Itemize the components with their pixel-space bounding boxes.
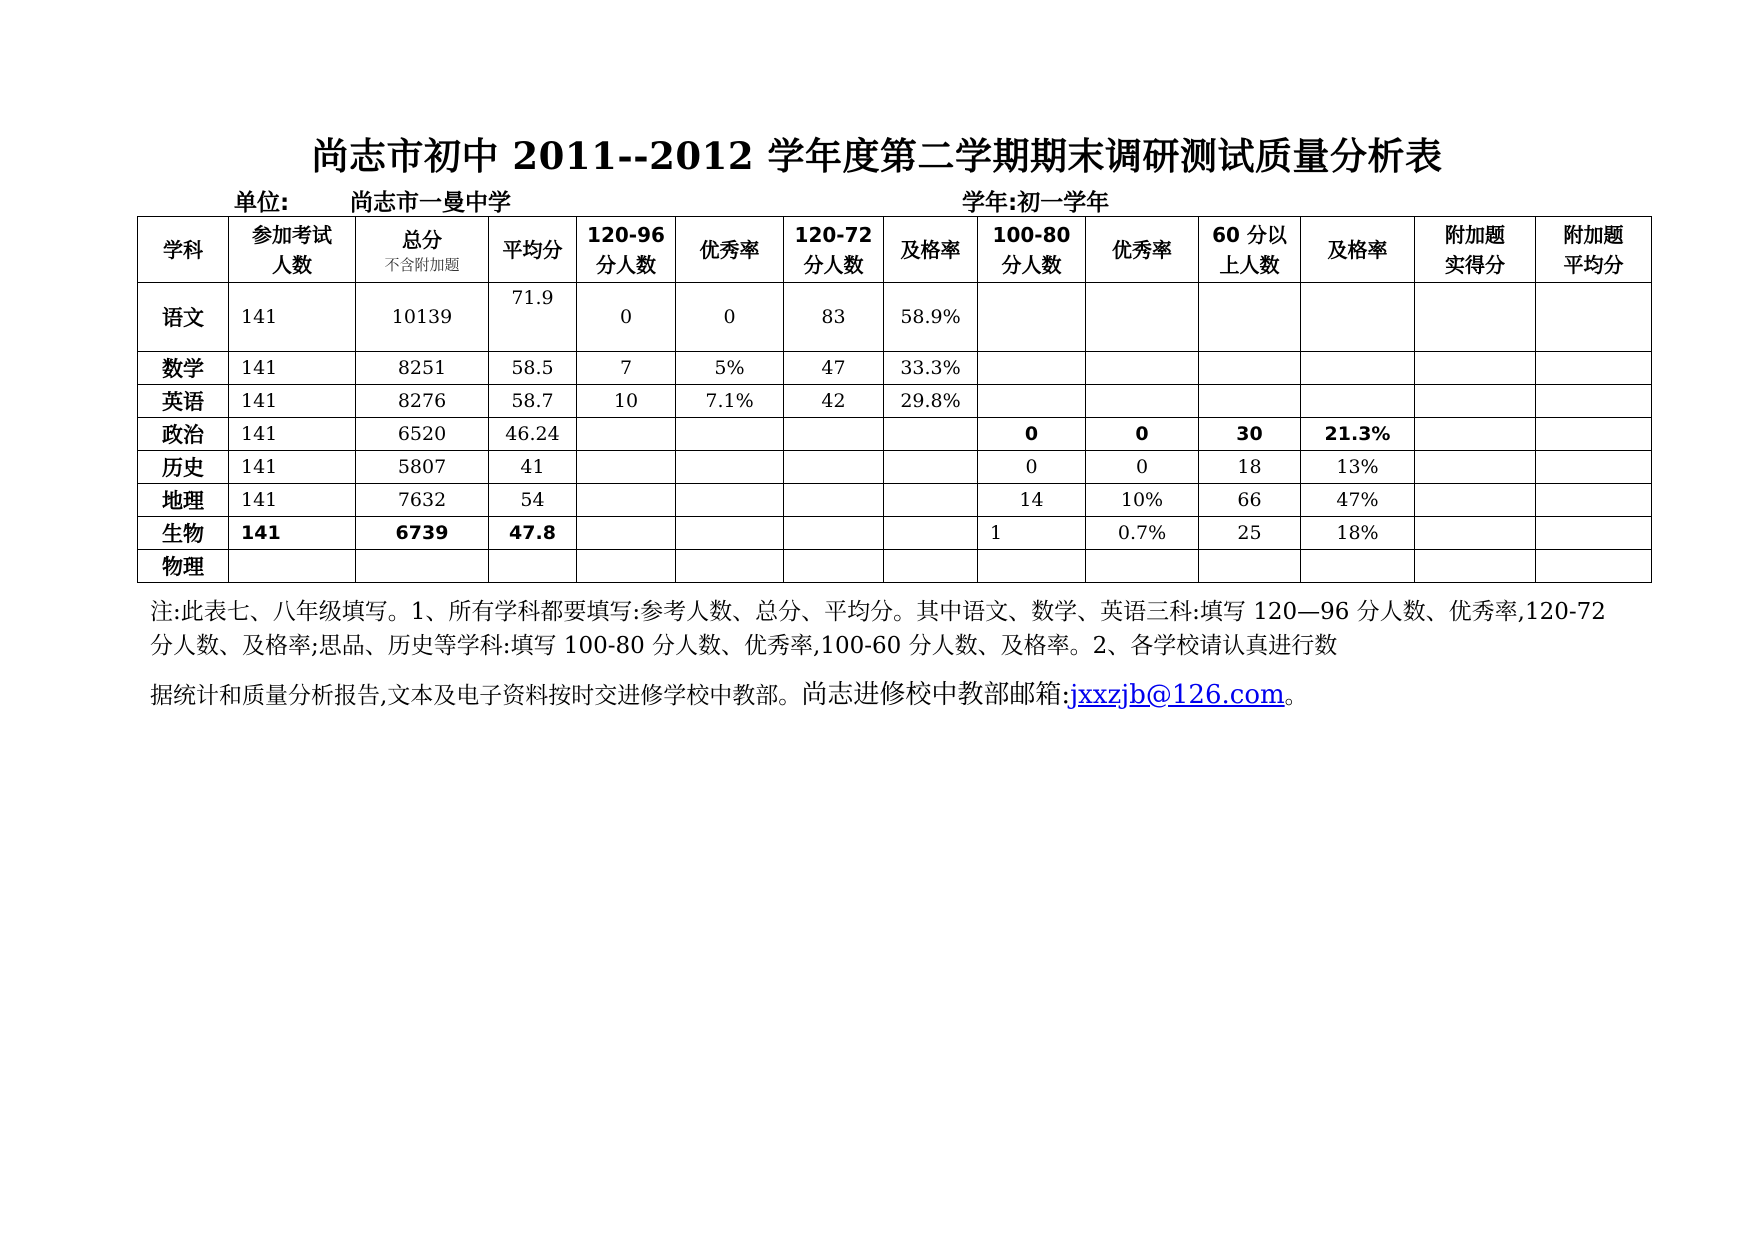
r60-cell: 66 xyxy=(1199,484,1301,517)
average-cell: 54 xyxy=(489,484,577,517)
school-year-label: 学年:初一学年 xyxy=(962,190,1110,216)
r120-96-cell: 0 xyxy=(577,283,676,352)
subject-cell: 数学 xyxy=(138,352,229,385)
r100-80-cell xyxy=(978,352,1086,385)
pass-rate-a-cell xyxy=(884,418,978,451)
unit-label: 单位: xyxy=(234,190,290,216)
r120-96-cell xyxy=(577,484,676,517)
excellent-rate-b-cell xyxy=(1086,550,1199,583)
bonus-score-cell xyxy=(1415,550,1536,583)
average-cell: 71.9 xyxy=(489,283,577,352)
bonus-score-cell xyxy=(1415,283,1536,352)
participants-cell: 141 xyxy=(229,418,356,451)
r60-cell xyxy=(1199,385,1301,418)
email-link[interactable]: jxxzjb@126.com xyxy=(1070,680,1285,710)
total-cell: 10139 xyxy=(356,283,489,352)
header-120-72: 120-72 分人数 xyxy=(784,217,884,283)
total-cell: 6739 xyxy=(356,517,489,550)
header-row xyxy=(138,217,1652,283)
r120-96-cell xyxy=(577,517,676,550)
r120-96-cell xyxy=(577,550,676,583)
footnote-last-line xyxy=(150,678,1610,713)
header-subject: 学科 xyxy=(138,217,229,283)
table-row xyxy=(138,517,1652,550)
excellent-rate-a-cell: 7.1% xyxy=(676,385,784,418)
excellent-rate-a-cell xyxy=(676,484,784,517)
r60-cell: 25 xyxy=(1199,517,1301,550)
total-cell: 8276 xyxy=(356,385,489,418)
pass-rate-b-cell xyxy=(1301,283,1415,352)
header-excellent-rate-a: 优秀率 xyxy=(676,217,784,283)
r120-96-cell: 7 xyxy=(577,352,676,385)
excellent-rate-b-cell: 0 xyxy=(1086,418,1199,451)
bonus-average-cell xyxy=(1536,550,1652,583)
header-bonus-average: 附加题 平均分 xyxy=(1536,217,1652,283)
total-cell: 8251 xyxy=(356,352,489,385)
bonus-average-cell xyxy=(1536,418,1652,451)
pass-rate-a-cell: 33.3% xyxy=(884,352,978,385)
subject-cell: 政治 xyxy=(138,418,229,451)
average-cell: 41 xyxy=(489,451,577,484)
table-row xyxy=(138,418,1652,451)
unit-value: 尚志市一曼中学 xyxy=(350,190,511,216)
r120-96-cell xyxy=(577,451,676,484)
excellent-rate-b-cell: 10% xyxy=(1086,484,1199,517)
pass-rate-b-cell xyxy=(1301,385,1415,418)
quality-analysis-table xyxy=(137,216,1652,583)
pass-rate-b-cell xyxy=(1301,550,1415,583)
participants-cell: 141 xyxy=(229,484,356,517)
r120-72-cell: 83 xyxy=(784,283,884,352)
header-excellent-rate-b: 优秀率 xyxy=(1086,217,1199,283)
pass-rate-a-cell xyxy=(884,451,978,484)
excellent-rate-b-cell: 0 xyxy=(1086,451,1199,484)
r120-72-cell xyxy=(784,484,884,517)
page-title: 尚志市初中 2011--2012 学年度第二学期期末调研测试质量分析表 xyxy=(311,134,1443,178)
bonus-average-cell xyxy=(1536,352,1652,385)
header-bonus-score: 附加题 实得分 xyxy=(1415,217,1536,283)
excellent-rate-b-cell: 0.7% xyxy=(1086,517,1199,550)
pass-rate-a-cell xyxy=(884,484,978,517)
bonus-score-cell xyxy=(1415,484,1536,517)
r120-72-cell xyxy=(784,550,884,583)
pass-rate-b-cell xyxy=(1301,352,1415,385)
subject-cell: 物理 xyxy=(138,550,229,583)
bonus-average-cell xyxy=(1536,451,1652,484)
footnote-text: 注:此表七、八年级填写。1、所有学科都要填写:参考人数、总分、平均分。其中语文、数学、英语三科:填写 120—96 分人数、优秀率,120-72 分人数、及格率;思品、历史等学科:填写 100-80 分人数、优秀率,100-60 分人数、及格率。2、各学校请认真进行数 xyxy=(150,599,1606,659)
bonus-average-cell xyxy=(1536,283,1652,352)
bonus-score-cell xyxy=(1415,451,1536,484)
mailbox-label: 尚志进修校中教部邮箱: xyxy=(801,680,1071,710)
r60-cell: 18 xyxy=(1199,451,1301,484)
r60-cell xyxy=(1199,283,1301,352)
participants-cell: 141 xyxy=(229,517,356,550)
bonus-average-cell xyxy=(1536,517,1652,550)
total-cell: 5807 xyxy=(356,451,489,484)
subject-cell: 语文 xyxy=(138,283,229,352)
bonus-score-cell xyxy=(1415,352,1536,385)
footnote-submission-text: 据统计和质量分析报告,文本及电子资料按时交进修学校中教部。 xyxy=(150,683,802,709)
pass-rate-a-cell xyxy=(884,517,978,550)
average-cell xyxy=(489,550,577,583)
r100-80-cell: 14 xyxy=(978,484,1086,517)
bonus-score-cell xyxy=(1415,385,1536,418)
pass-rate-a-cell xyxy=(884,550,978,583)
header-total: 总分 不含附加题 xyxy=(356,217,489,283)
r120-96-cell: 10 xyxy=(577,385,676,418)
r60-cell xyxy=(1199,352,1301,385)
average-cell: 46.24 xyxy=(489,418,577,451)
subject-cell: 历史 xyxy=(138,451,229,484)
table-row xyxy=(138,451,1652,484)
footnote-end: 。 xyxy=(1284,683,1308,709)
excellent-rate-b-cell xyxy=(1086,385,1199,418)
pass-rate-b-cell: 21.3% xyxy=(1301,418,1415,451)
pass-rate-b-cell: 13% xyxy=(1301,451,1415,484)
header-average: 平均分 xyxy=(489,217,577,283)
participants-cell: 141 xyxy=(229,385,356,418)
r100-80-cell: 0 xyxy=(978,418,1086,451)
subject-cell: 地理 xyxy=(138,484,229,517)
header-100-80: 100-80 分人数 xyxy=(978,217,1086,283)
r100-80-cell: 0 xyxy=(978,451,1086,484)
header-total-note: 不含附加题 xyxy=(384,255,460,274)
r100-80-cell xyxy=(978,385,1086,418)
r100-80-cell xyxy=(978,550,1086,583)
r100-80-cell: 1 xyxy=(978,517,1086,550)
table-row xyxy=(138,484,1652,517)
header-pass-rate-a: 及格率 xyxy=(884,217,978,283)
excellent-rate-b-cell xyxy=(1086,352,1199,385)
total-cell: 7632 xyxy=(356,484,489,517)
r120-72-cell xyxy=(784,418,884,451)
pass-rate-b-cell: 18% xyxy=(1301,517,1415,550)
subject-cell: 英语 xyxy=(138,385,229,418)
pass-rate-a-cell: 58.9% xyxy=(884,283,978,352)
excellent-rate-a-cell xyxy=(676,517,784,550)
pass-rate-b-cell: 47% xyxy=(1301,484,1415,517)
footnote xyxy=(150,595,1610,713)
r120-96-cell xyxy=(577,418,676,451)
r120-72-cell: 47 xyxy=(784,352,884,385)
bonus-average-cell xyxy=(1536,484,1652,517)
table-row xyxy=(138,283,1652,352)
total-cell xyxy=(356,550,489,583)
participants-cell: 141 xyxy=(229,352,356,385)
table-row xyxy=(138,352,1652,385)
r60-cell: 30 xyxy=(1199,418,1301,451)
participants-cell: 141 xyxy=(229,451,356,484)
r100-80-cell xyxy=(978,283,1086,352)
r120-72-cell xyxy=(784,451,884,484)
header-pass-rate-b: 及格率 xyxy=(1301,217,1415,283)
header-120-96: 120-96 分人数 xyxy=(577,217,676,283)
participants-cell xyxy=(229,550,356,583)
excellent-rate-a-cell xyxy=(676,418,784,451)
total-cell: 6520 xyxy=(356,418,489,451)
participants-cell: 141 xyxy=(229,283,356,352)
subject-cell: 生物 xyxy=(138,517,229,550)
table-row xyxy=(138,550,1652,583)
table-row xyxy=(138,385,1652,418)
average-cell: 58.5 xyxy=(489,352,577,385)
header-60-above: 60 分以 上人数 xyxy=(1199,217,1301,283)
r120-72-cell xyxy=(784,517,884,550)
excellent-rate-a-cell xyxy=(676,550,784,583)
excellent-rate-a-cell: 0 xyxy=(676,283,784,352)
bonus-score-cell xyxy=(1415,418,1536,451)
bonus-score-cell xyxy=(1415,517,1536,550)
excellent-rate-a-cell xyxy=(676,451,784,484)
header-participants: 参加考试 人数 xyxy=(229,217,356,283)
bonus-average-cell xyxy=(1536,385,1652,418)
r60-cell xyxy=(1199,550,1301,583)
excellent-rate-b-cell xyxy=(1086,283,1199,352)
pass-rate-a-cell: 29.8% xyxy=(884,385,978,418)
average-cell: 47.8 xyxy=(489,517,577,550)
excellent-rate-a-cell: 5% xyxy=(676,352,784,385)
average-cell: 58.7 xyxy=(489,385,577,418)
r120-72-cell: 42 xyxy=(784,385,884,418)
